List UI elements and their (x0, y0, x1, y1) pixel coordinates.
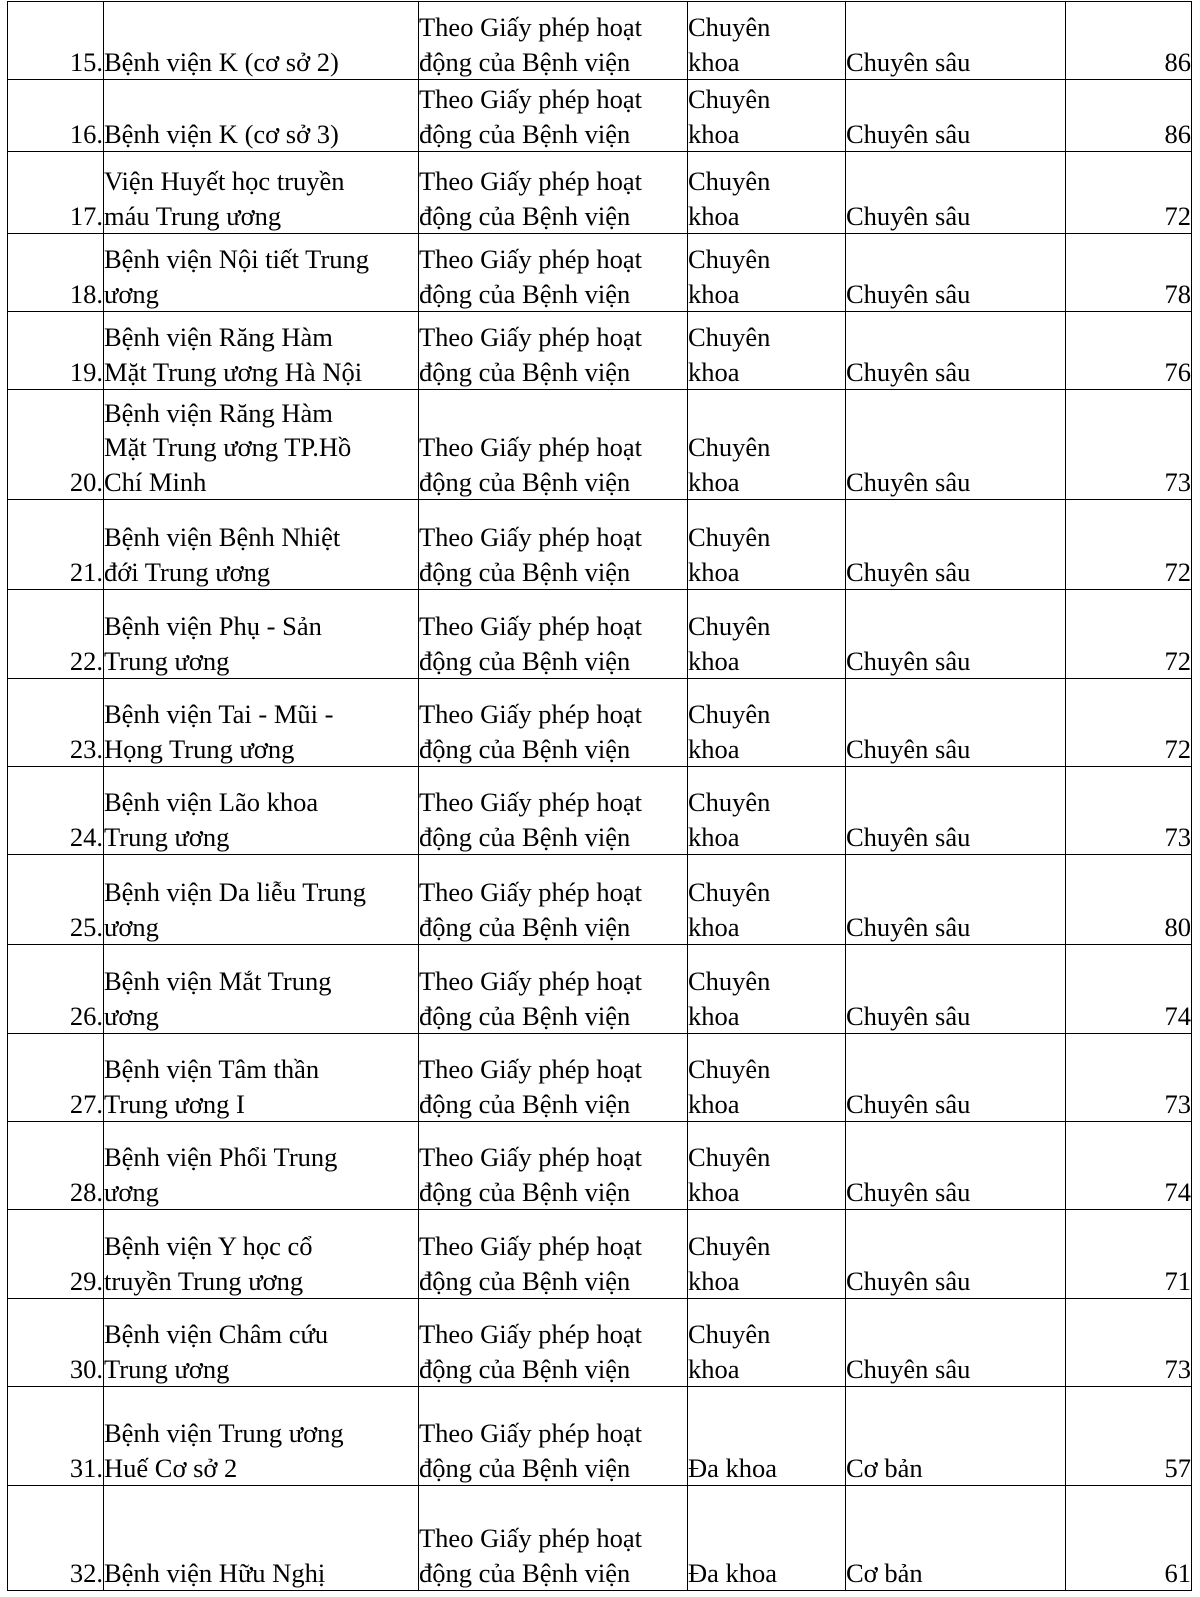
cell-so-thu-tu: 29. (8, 1210, 104, 1299)
table-row (8, 945, 1192, 1034)
basis-line: động của Bệnh viện (419, 645, 631, 676)
cell-hinh-thuc-to-chuc (688, 1486, 846, 1591)
table-row (8, 1486, 1192, 1591)
basis-line: Theo Giấy phép hoạt (419, 966, 642, 997)
cell-ten-benh-vien (104, 152, 419, 234)
basis-line: động của Bệnh viện (419, 1452, 631, 1483)
table-row (8, 855, 1192, 945)
basis-line: động của Bệnh viện (419, 278, 631, 309)
cell-cap-chuyen-mon: Cơ bản (846, 1387, 1066, 1486)
cell-so-thu-tu: 16. (8, 80, 104, 152)
cell-hinh-thuc-to-chuc (688, 590, 846, 679)
cell-hinh-thuc-to-chuc (688, 1122, 846, 1210)
cell-so-thu-tu: 18. (8, 234, 104, 312)
basis-line: Theo Giấy phép hoạt (419, 522, 642, 553)
table-row (8, 767, 1192, 855)
cell-so-thu-tu: 28. (8, 1122, 104, 1210)
cell-hinh-thuc-to-chuc (688, 390, 846, 500)
type-line: Chuyên (688, 522, 771, 553)
cell-diem: 72 (1066, 679, 1192, 767)
name-line: Bệnh viện Lão khoa (104, 787, 319, 818)
basis-line: Theo Giấy phép hoạt (419, 12, 642, 43)
cell-diem: 72 (1066, 500, 1192, 590)
cell-can-cu (419, 390, 688, 500)
basis-line: Theo Giấy phép hoạt (419, 322, 642, 353)
cell-diem: 74 (1066, 945, 1192, 1034)
cell-so-thu-tu: 27. (8, 1034, 104, 1122)
cell-diem: 72 (1066, 152, 1192, 234)
cell-cap-chuyen-mon: Chuyên sâu (846, 590, 1066, 679)
cell-hinh-thuc-to-chuc (688, 1210, 846, 1299)
name-line: Bệnh viện Phổi Trung (104, 1142, 338, 1173)
type-line: khoa (688, 733, 740, 764)
name-line: Bệnh viện K (cơ sở 3) (104, 118, 339, 149)
cell-hinh-thuc-to-chuc (688, 80, 846, 152)
cell-cap-chuyen-mon: Chuyên sâu (846, 855, 1066, 945)
name-line: ương (104, 1000, 159, 1031)
type-line: Đa khoa (688, 1557, 778, 1588)
cell-so-thu-tu: 21. (8, 500, 104, 590)
name-line: Bệnh viện Nội tiết Trung (104, 244, 370, 275)
name-line: máu Trung ương (104, 200, 282, 231)
cell-cap-chuyen-mon: Chuyên sâu (846, 767, 1066, 855)
name-line: ương (104, 1176, 159, 1207)
type-line: Chuyên (688, 84, 771, 115)
basis-line: động của Bệnh viện (419, 1557, 631, 1588)
cell-ten-benh-vien (104, 1387, 419, 1486)
cell-can-cu (419, 767, 688, 855)
cell-diem: 80 (1066, 855, 1192, 945)
table-row (8, 234, 1192, 312)
type-line: khoa (688, 466, 740, 497)
type-line: Chuyên (688, 1142, 771, 1173)
basis-line: động của Bệnh viện (419, 1353, 631, 1384)
basis-line: động của Bệnh viện (419, 466, 631, 497)
type-line: Chuyên (688, 787, 771, 818)
cell-cap-chuyen-mon: Chuyên sâu (846, 1034, 1066, 1122)
cell-can-cu (419, 679, 688, 767)
cell-can-cu (419, 945, 688, 1034)
name-line: Bệnh viện Răng Hàm (104, 322, 333, 353)
type-line: khoa (688, 1353, 740, 1384)
basis-line: động của Bệnh viện (419, 556, 631, 587)
cell-cap-chuyen-mon: Chuyên sâu (846, 152, 1066, 234)
cell-ten-benh-vien (104, 1034, 419, 1122)
basis-line: Theo Giấy phép hoạt (419, 611, 642, 642)
name-line: Viện Huyết học truyền (104, 166, 345, 197)
cell-hinh-thuc-to-chuc (688, 1387, 846, 1486)
cell-cap-chuyen-mon: Chuyên sâu (846, 390, 1066, 500)
basis-line: Theo Giấy phép hoạt (419, 1142, 642, 1173)
cell-cap-chuyen-mon: Chuyên sâu (846, 945, 1066, 1034)
cell-cap-chuyen-mon: Chuyên sâu (846, 500, 1066, 590)
cell-cap-chuyen-mon: Chuyên sâu (846, 80, 1066, 152)
table-row (8, 80, 1192, 152)
cell-hinh-thuc-to-chuc (688, 500, 846, 590)
cell-hinh-thuc-to-chuc (688, 855, 846, 945)
document-page (0, 1, 1200, 1597)
basis-line: Theo Giấy phép hoạt (419, 699, 642, 730)
type-line: khoa (688, 556, 740, 587)
cell-diem: 86 (1066, 80, 1192, 152)
type-line: Chuyên (688, 322, 771, 353)
type-line: Đa khoa (688, 1452, 778, 1483)
name-line: Bệnh viện Tâm thần (104, 1054, 320, 1085)
name-line: ương (104, 911, 159, 942)
cell-cap-chuyen-mon: Chuyên sâu (846, 679, 1066, 767)
cell-ten-benh-vien (104, 80, 419, 152)
cell-hinh-thuc-to-chuc (688, 312, 846, 390)
cell-ten-benh-vien (104, 1122, 419, 1210)
type-line: khoa (688, 278, 740, 309)
cell-can-cu (419, 152, 688, 234)
table-row (8, 2, 1192, 80)
basis-line: động của Bệnh viện (419, 200, 631, 231)
cell-can-cu (419, 590, 688, 679)
basis-line: động của Bệnh viện (419, 1088, 631, 1119)
cell-cap-chuyen-mon: Chuyên sâu (846, 2, 1066, 80)
cell-so-thu-tu: 22. (8, 590, 104, 679)
basis-line: Theo Giấy phép hoạt (419, 432, 642, 463)
basis-line: động của Bệnh viện (419, 733, 631, 764)
basis-line: Theo Giấy phép hoạt (419, 1418, 642, 1449)
name-line: Huế Cơ sở 2 (104, 1452, 238, 1483)
table-row (8, 500, 1192, 590)
cell-can-cu (419, 500, 688, 590)
type-line: khoa (688, 821, 740, 852)
cell-so-thu-tu: 15. (8, 2, 104, 80)
cell-ten-benh-vien (104, 767, 419, 855)
type-line: khoa (688, 118, 740, 149)
cell-diem: 61 (1066, 1486, 1192, 1591)
name-line: Bệnh viện Da liễu Trung (104, 877, 367, 908)
name-line: Bệnh viện Phụ - Sản (104, 611, 322, 642)
type-line: Chuyên (688, 432, 771, 463)
cell-ten-benh-vien (104, 1210, 419, 1299)
table-row (8, 590, 1192, 679)
type-line: khoa (688, 1176, 740, 1207)
cell-ten-benh-vien (104, 1486, 419, 1591)
cell-can-cu (419, 1122, 688, 1210)
cell-so-thu-tu: 30. (8, 1299, 104, 1387)
cell-cap-chuyen-mon: Chuyên sâu (846, 1299, 1066, 1387)
name-line: Bệnh viện Hữu Nghị (104, 1557, 326, 1588)
cell-hinh-thuc-to-chuc (688, 767, 846, 855)
name-line: ương (104, 278, 159, 309)
table-row (8, 1387, 1192, 1486)
basis-line: Theo Giấy phép hoạt (419, 84, 642, 115)
cell-so-thu-tu: 24. (8, 767, 104, 855)
table-body (8, 2, 1192, 1591)
type-line: Chuyên (688, 699, 771, 730)
name-line: Mặt Trung ương TP.Hồ (104, 432, 352, 463)
cell-diem: 78 (1066, 234, 1192, 312)
cell-ten-benh-vien (104, 590, 419, 679)
type-line: khoa (688, 1265, 740, 1296)
cell-so-thu-tu: 31. (8, 1387, 104, 1486)
table-row (8, 1034, 1192, 1122)
name-line: Chí Minh (104, 466, 207, 497)
name-line: Bệnh viện Tai - Mũi - (104, 699, 334, 730)
hospital-list-table (7, 1, 1192, 1591)
basis-line: Theo Giấy phép hoạt (419, 1523, 642, 1554)
cell-ten-benh-vien (104, 2, 419, 80)
cell-ten-benh-vien (104, 234, 419, 312)
cell-diem: 73 (1066, 390, 1192, 500)
name-line: Họng Trung ương (104, 733, 295, 764)
cell-hinh-thuc-to-chuc (688, 679, 846, 767)
table-row (8, 1210, 1192, 1299)
basis-line: Theo Giấy phép hoạt (419, 1054, 642, 1085)
cell-diem: 73 (1066, 1034, 1192, 1122)
type-line: khoa (688, 200, 740, 231)
name-line: Bệnh viện Y học cổ (104, 1231, 313, 1262)
cell-hinh-thuc-to-chuc (688, 234, 846, 312)
type-line: Chuyên (688, 12, 771, 43)
type-line: khoa (688, 911, 740, 942)
type-line: khoa (688, 1088, 740, 1119)
basis-line: Theo Giấy phép hoạt (419, 1319, 642, 1350)
table-row (8, 152, 1192, 234)
cell-cap-chuyen-mon: Cơ bản (846, 1486, 1066, 1591)
type-line: Chuyên (688, 1054, 771, 1085)
cell-can-cu (419, 80, 688, 152)
type-line: khoa (688, 645, 740, 676)
cell-so-thu-tu: 32. (8, 1486, 104, 1591)
cell-hinh-thuc-to-chuc (688, 945, 846, 1034)
table-row (8, 312, 1192, 390)
cell-ten-benh-vien (104, 679, 419, 767)
type-line: khoa (688, 356, 740, 387)
type-line: Chuyên (688, 966, 771, 997)
table-row (8, 679, 1192, 767)
name-line: Bệnh viện K (cơ sở 2) (104, 46, 339, 77)
cell-so-thu-tu: 26. (8, 945, 104, 1034)
basis-line: Theo Giấy phép hoạt (419, 1231, 642, 1262)
basis-line: động của Bệnh viện (419, 911, 631, 942)
cell-cap-chuyen-mon: Chuyên sâu (846, 312, 1066, 390)
cell-can-cu (419, 2, 688, 80)
cell-cap-chuyen-mon: Chuyên sâu (846, 234, 1066, 312)
basis-line: động của Bệnh viện (419, 356, 631, 387)
cell-cap-chuyen-mon: Chuyên sâu (846, 1210, 1066, 1299)
cell-can-cu (419, 1387, 688, 1486)
cell-diem: 86 (1066, 2, 1192, 80)
name-line: Bệnh viện Trung ương (104, 1418, 344, 1449)
basis-line: động của Bệnh viện (419, 118, 631, 149)
cell-can-cu (419, 1210, 688, 1299)
cell-so-thu-tu: 23. (8, 679, 104, 767)
basis-line: động của Bệnh viện (419, 1000, 631, 1031)
cell-ten-benh-vien (104, 1299, 419, 1387)
type-line: khoa (688, 46, 740, 77)
cell-can-cu (419, 234, 688, 312)
cell-diem: 72 (1066, 590, 1192, 679)
cell-diem: 74 (1066, 1122, 1192, 1210)
type-line: Chuyên (688, 877, 771, 908)
name-line: Trung ương I (104, 1088, 245, 1119)
basis-line: Theo Giấy phép hoạt (419, 244, 642, 275)
type-line: khoa (688, 1000, 740, 1031)
cell-ten-benh-vien (104, 855, 419, 945)
cell-ten-benh-vien (104, 500, 419, 590)
cell-cap-chuyen-mon: Chuyên sâu (846, 1122, 1066, 1210)
cell-diem: 57 (1066, 1387, 1192, 1486)
basis-line: động của Bệnh viện (419, 1176, 631, 1207)
table-row (8, 1299, 1192, 1387)
table-row (8, 390, 1192, 500)
cell-diem: 73 (1066, 1299, 1192, 1387)
cell-can-cu (419, 1486, 688, 1591)
cell-diem: 76 (1066, 312, 1192, 390)
cell-diem: 73 (1066, 767, 1192, 855)
name-line: Trung ương (104, 1353, 230, 1384)
type-line: Chuyên (688, 1319, 771, 1350)
name-line: Bệnh viện Mắt Trung (104, 966, 332, 997)
cell-ten-benh-vien (104, 945, 419, 1034)
cell-hinh-thuc-to-chuc (688, 2, 846, 80)
name-line: Bệnh viện Bệnh Nhiệt (104, 522, 341, 553)
name-line: Bệnh viện Châm cứu (104, 1319, 329, 1350)
cell-ten-benh-vien (104, 390, 419, 500)
table-row (8, 1122, 1192, 1210)
type-line: Chuyên (688, 166, 771, 197)
cell-hinh-thuc-to-chuc (688, 152, 846, 234)
basis-line: Theo Giấy phép hoạt (419, 166, 642, 197)
cell-so-thu-tu: 25. (8, 855, 104, 945)
cell-ten-benh-vien (104, 312, 419, 390)
cell-can-cu (419, 1034, 688, 1122)
type-line: Chuyên (688, 244, 771, 275)
cell-can-cu (419, 1299, 688, 1387)
cell-hinh-thuc-to-chuc (688, 1034, 846, 1122)
cell-can-cu (419, 855, 688, 945)
cell-hinh-thuc-to-chuc (688, 1299, 846, 1387)
type-line: Chuyên (688, 611, 771, 642)
cell-so-thu-tu: 17. (8, 152, 104, 234)
type-line: Chuyên (688, 1231, 771, 1262)
name-line: Trung ương (104, 821, 230, 852)
cell-so-thu-tu: 19. (8, 312, 104, 390)
basis-line: động của Bệnh viện (419, 821, 631, 852)
basis-line: động của Bệnh viện (419, 1265, 631, 1296)
name-line: Bệnh viện Răng Hàm (104, 397, 333, 428)
cell-can-cu (419, 312, 688, 390)
basis-line: Theo Giấy phép hoạt (419, 877, 642, 908)
cell-diem: 71 (1066, 1210, 1192, 1299)
cell-so-thu-tu: 20. (8, 390, 104, 500)
basis-line: Theo Giấy phép hoạt (419, 787, 642, 818)
name-line: Mặt Trung ương Hà Nội (104, 356, 363, 387)
name-line: truyền Trung ương (104, 1265, 304, 1296)
basis-line: động của Bệnh viện (419, 46, 631, 77)
name-line: Trung ương (104, 645, 230, 676)
name-line: đới Trung ương (104, 556, 271, 587)
